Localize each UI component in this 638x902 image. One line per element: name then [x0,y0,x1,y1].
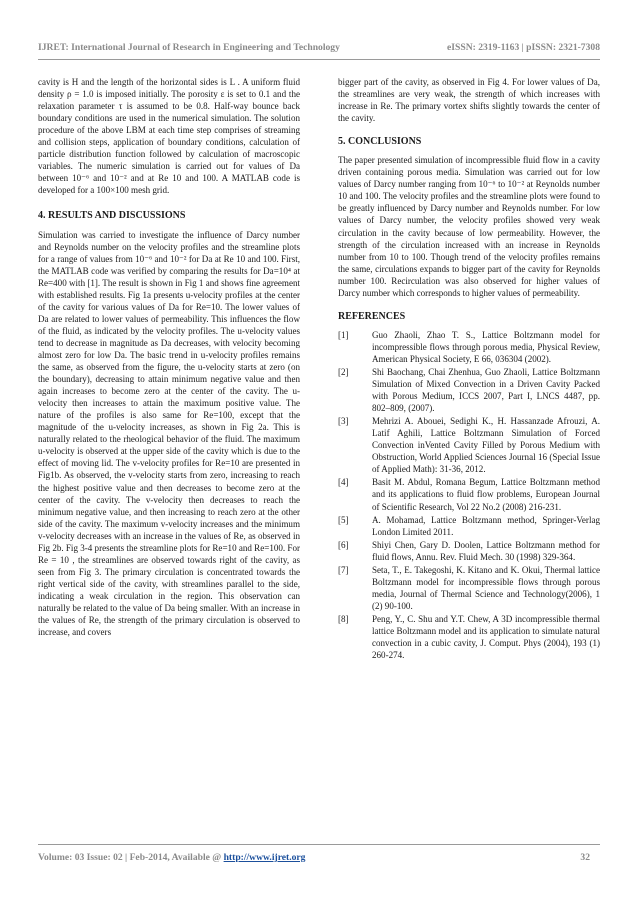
reference-item [338,613,600,661]
references-heading: REFERENCES [338,310,406,322]
reference-text: Seta, T., E. Takegoshi, K. Kitano and K. Okui, Thermal lattice Boltzmann model for incompressible flows through porous media, Journal of Thermal Science and Technology(2006), 1 (2) 90-100. [372,564,600,611]
page-header [38,42,600,53]
reference-number: [8] [338,613,349,624]
conclusions-body: The paper presented simulation of incompressible fluid flow in a cavity driven containing porous media. Simulation was carried out for low values of Darcy number ranging from 10⁻⁶ to 10⁻² at Reynolds number 10 and 100. The velocity profiles and the streamline plots were found to be greatly influenced by Darcy number and Reynolds number. For low values of Darcy number, the velocity profiles showed very weak circulation in the cavity because of low permeability. However, the strength of the circulation increased with an increase in Reynolds number from 10 to 100. Though trend of the velocity profiles remains the same, circulations expands to bigger part of the cavity for Reynolds number 100. Recirculation was also observed for higher values of Darcy number which corresponds to higher values of permeability. [338,155,600,298]
reference-number: [5] [338,514,349,525]
results-heading: 4. RESULTS AND DISCUSSIONS [38,210,186,222]
reference-text: Basit M. Abdul, Romana Begum, Lattice Boltzmann method and its applications to fluid flow problems, European Journal of Scientific Research, Vol 22 No.2 (2008) 216-231. [372,477,600,512]
reference-number: [2] [338,366,349,377]
reference-text: Shi Baochang, Chai Zhenhua, Guo Zhaoli, Lattice Boltzmann Simulation of Mixed Convection in a Driven Cavity Packed with Porous Medium, ICCS 2007, Part I, LNCS 4487, pp. 802–809, (2007). [372,366,600,414]
page-footer [38,852,600,863]
results-continuation: bigger part of the cavity, as observed in Fig 4. For lower values of Da, the streamlines are very weak, the strength of which increases with increase in Re. The primary vortex shifts slightly towards the center of the cavity. [338,77,600,124]
header-divider [38,59,600,60]
reference-list [338,329,600,661]
reference-text: Mehrizi A. Abouei, Sedighi K., H. Hassanzade Afrouzi, A. Latif Aghili, Lattice Boltzmann Simulation of Forced Convection inVented Cavity Filled by Porous Medium with Obstruction, World Applied Sciences Journal 16 (Special Issue of Applied Math): 31-36, 2012. [372,416,600,475]
journal-title: IJRET: International Journal of Research in Engineering and Technology [38,42,340,53]
volume-info [38,852,305,863]
reference-number: [6] [338,539,349,550]
right-column [338,76,600,662]
reference-text: Guo Zhaoli, Zhao T. S., Lattice Boltzmann model for incompressible flows through porous media, Physical Review, American Physical Society, E 66, 036304 (2002). [372,329,600,364]
issn-info: eISSN: 2319-1163 | pISSN: 2321-7308 [447,42,600,53]
footer-divider [38,844,600,845]
reference-text: A. Mohamad, Lattice Boltzmann method, Springer-Verlag London Limited 2011. [372,514,600,537]
reference-number: [7] [338,564,349,575]
reference-number: [3] [338,416,349,427]
methods-continuation: cavity is H and the length of the horizontal sides is L . A uniform fluid density ρ = 1.0 is imposed initially. The porosity ε is set to 0.1 and the relaxation parameter τ is assumed to be 0.8. Half-way bounce back boundary conditions are used in the numerical simulation. The solution procedure of the above LBM at each time step comprises of streaming and collision steps, application of boundary conditions, calculation of particle distribution function followed by calculation of macroscopic variables. The numeric simulation is carried out for values of Da between 10⁻⁶ and 10⁻² and at Re 10 and 100. A MATLAB code is developed for a 100×100 mesh grid. [38,77,300,196]
results-body: Simulation was carried to investigate the influence of Darcy number and Reynolds number on the velocity profiles and the streamline plots for a range of values from 10⁻⁶ and 10⁻² for Da at Re 10 and 100. First, the MATLAB code was verified by comparing the results for Da=10⁴ at Re=400 with [1]. The result is shown in Fig 1 and shows fine agreement with established results. Fig 1a presents u-velocity profiles at the center of the cavity for various values of Da for Re=10. The lower values of Da are related to lower values of permeability. This influences the flow of the fluid, as indicated by the velocity profiles. The u-velocity values tend to decrease in magnitude as Da decreases, with velocity becoming almost zero for low Da. The basic trend in u-velocity profiles remains the same, as observed from the figure, the u-velocity starts at zero (on the boundary), decreasing to attain minimum negative value and then again increases to become zero at the center of the cavity. The u-velocity then increases to attain the maximum positive value. The nature of the profiles is also same for Re=100, except that the magnitude of the u-velocity increases, as shown in Fig 2a. This is naturally related to the rheological behavior of the fluid. The maximum u-velocity is observed at the upper side of the cavity which is due to the effect of moving lid. The v-velocity profiles for Re=10 are presented in Fig1b. As observed, the v-velocity starts from zero, increasing to reach the highest positive value and then decreases to become zero at the center of the cavity. The v-velocity then decreases to reach the minimum negative value, and then increasing to reach zero at the other side of the cavity. The maximum v-velocity increases and the minimum v-velocity decreases with an increase in the values of Re, as observed in Fig 2b. Fig 3-4 presents the streamline plots for Re=10 and Re=100. For Re = 10 , the streamlines are observed towards right of the cavity, as seen from Fig 3. The primary circulation is concentrated towards the right vertical side of the cavity, with streamlines parallel to the side, indicating a weak circulation in the region. This observation can naturally be related to the value of Da being smaller. With an increase in the values of Re, the strength of the primary circulation is observed to increase, and covers [38,229,300,638]
journal-link[interactable]: http://www.ijret.org [223,852,306,863]
left-column [38,76,300,638]
reference-item [338,539,600,563]
reference-number: [4] [338,477,349,488]
reference-item [338,415,600,475]
reference-text: Shiyi Chen, Gary D. Doolen, Lattice Boltzmann method for fluid flows, Annu. Rev. Fluid Mech. 30 (1998) 329-364. [372,539,600,562]
volume-text: Volume: 03 Issue: 02 | Feb-2014, Available @ [38,852,224,863]
reference-item [338,366,600,414]
reference-item [338,476,600,512]
page-number: 32 [580,852,590,863]
reference-number: [1] [338,329,349,340]
reference-item [338,564,600,612]
conclusions-heading: 5. CONCLUSIONS [338,136,422,148]
reference-item [338,514,600,538]
reference-text: Peng, Y., C. Shu and Y.T. Chew, A 3D incompressible thermal lattice Boltzmann model and its application to simulate natural convection in a cubic cavity, J. Comput. Phys (2004), 193 (1) 260-274. [372,613,600,661]
reference-item [338,329,600,365]
